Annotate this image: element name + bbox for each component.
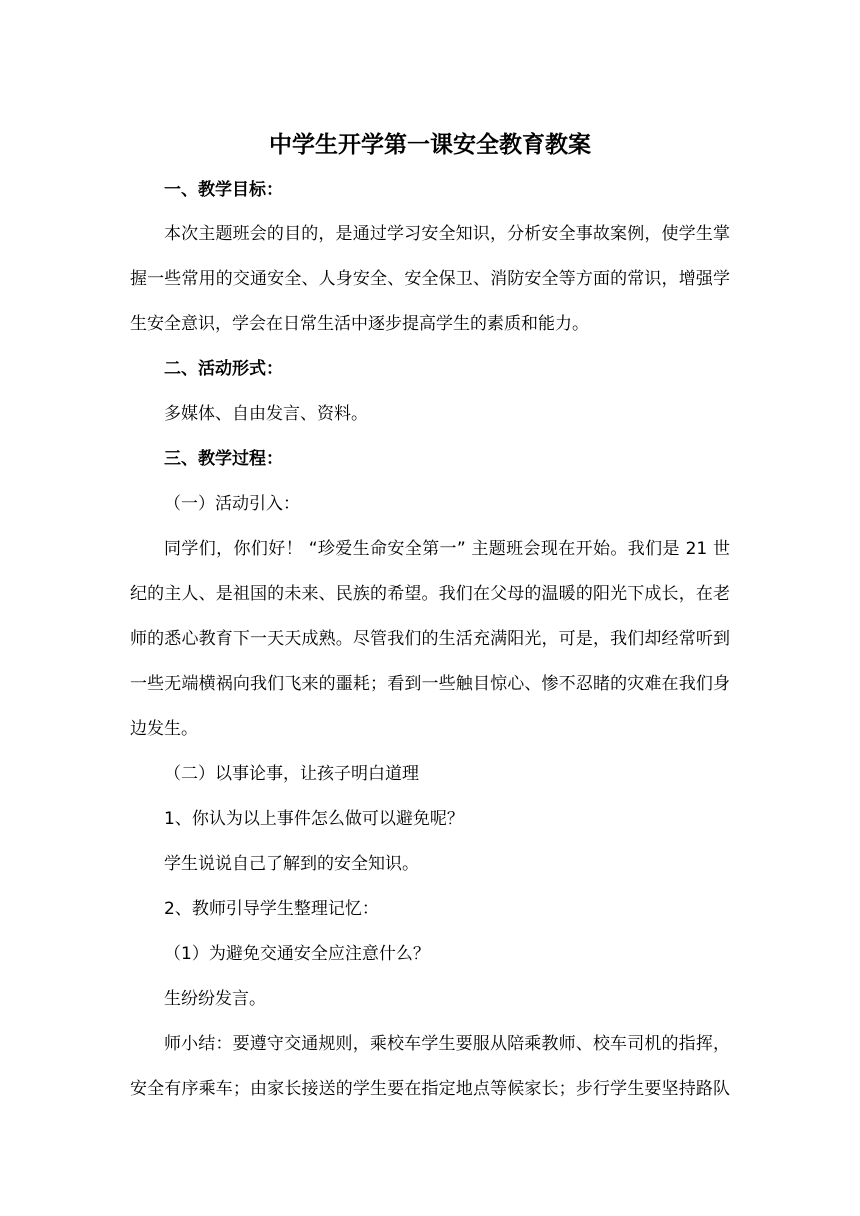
document-title: 中学生开学第一课安全教育教案 bbox=[269, 132, 591, 158]
paragraph-line: 多媒体、自由发言、资料。 bbox=[164, 404, 368, 424]
subsection-heading: （二）以事论事，让孩子明白道理 bbox=[164, 764, 419, 784]
paragraph-line: 安全有序乘车；由家长接送的学生要在指定地点等候家长；步行学生要坚持路队 bbox=[130, 1079, 730, 1099]
paragraph-line: 纪的主人、是祖国的未来、民族的希望。我们在父母的温暖的阳光下成长，在老 bbox=[130, 584, 730, 604]
paragraph-line: 边发生。 bbox=[130, 719, 198, 739]
paragraph-line: 学生说说自己了解到的安全知识。 bbox=[164, 854, 419, 874]
paragraph-line: 一些无端横祸向我们飞来的噩耗；看到一些触目惊心、惨不忍睹的灾难在我们身 bbox=[130, 674, 730, 694]
section-heading-activity-form: 二、活动形式： bbox=[164, 359, 283, 379]
paragraph-line: 握一些常用的交通安全、人身安全、安全保卫、消防安全等方面的常识，增强学 bbox=[130, 269, 730, 289]
paragraph-line: 师的悉心教育下一天天成熟。尽管我们的生活充满阳光，可是，我们却经常听到 bbox=[130, 629, 730, 649]
paragraph-line: 生安全意识，学会在日常生活中逐步提高学生的素质和能力。 bbox=[130, 314, 589, 334]
paragraph-line: 师小结：要遵守交通规则，乘校车学生要服从陪乘教师、校车司机的指挥， bbox=[164, 1034, 730, 1054]
subsection-heading: （一）活动引入： bbox=[164, 494, 300, 514]
paragraph-line: 同学们，你们好！ “珍爱生命安全第一” 主题班会现在开始。我们是 21 世 bbox=[164, 539, 730, 559]
question-line: 2、教师引导学生整理记忆： bbox=[164, 899, 379, 919]
section-heading-teaching-process: 三、教学过程： bbox=[164, 449, 283, 469]
question-line: 1、你认为以上事件怎么做可以避免呢？ bbox=[164, 809, 464, 829]
section-heading-objectives: 一、教学目标： bbox=[164, 180, 283, 200]
paragraph-line: 本次主题班会的目的，是通过学习安全知识，分析安全事故案例，使学生掌 bbox=[164, 224, 730, 244]
paragraph-line: 生纷纷发言。 bbox=[164, 989, 266, 1009]
question-line: （1）为避免交通安全应注意什么？ bbox=[164, 944, 430, 964]
